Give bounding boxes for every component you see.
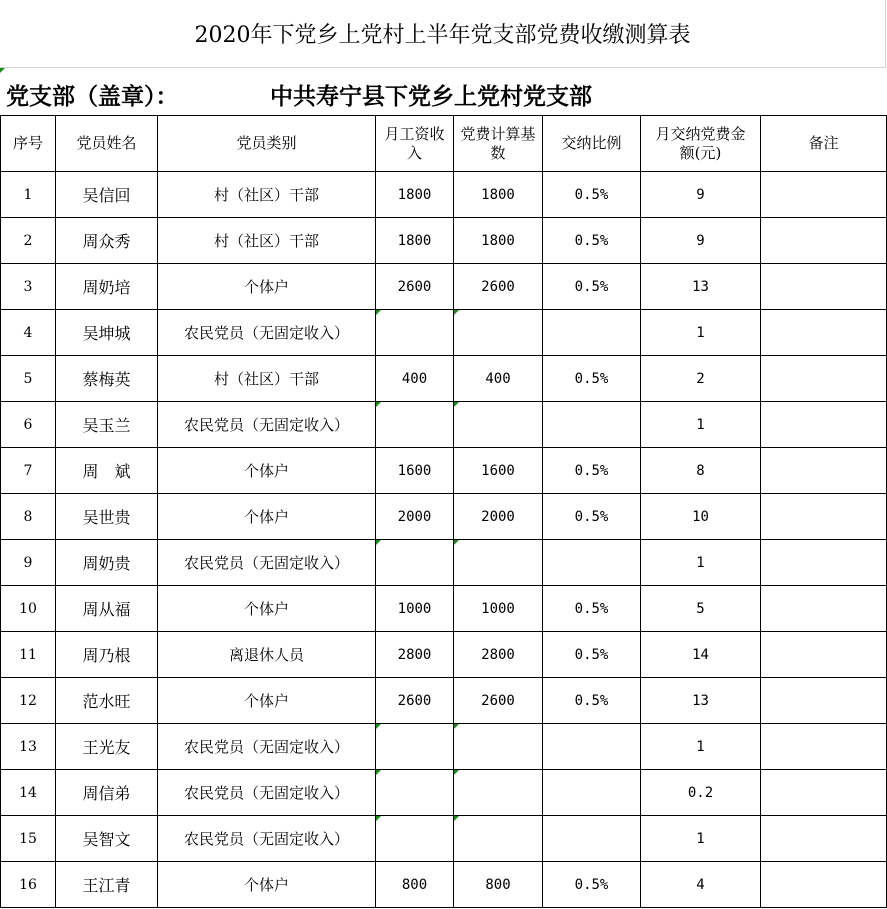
cell-marker-icon (454, 402, 459, 407)
col-header-ratio: 交纳比例 (543, 116, 641, 172)
cell-name[interactable]: 周从福 (56, 586, 158, 632)
table-row (1, 770, 887, 816)
table-row (1, 218, 887, 264)
cell-fee[interactable]: 2 (641, 356, 761, 402)
cell-income[interactable]: 2600 (376, 678, 454, 724)
cell-fee[interactable]: 1 (641, 816, 761, 862)
cell-no[interactable]: 12 (1, 678, 56, 724)
cell-ratio[interactable]: 0.5% (543, 632, 641, 678)
cell-income[interactable] (376, 724, 454, 770)
cell-name[interactable]: 周 斌 (56, 448, 158, 494)
cell-fee[interactable]: 9 (641, 218, 761, 264)
table-row (1, 264, 887, 310)
cell-marker-icon (376, 724, 381, 729)
cell-note[interactable] (761, 540, 887, 586)
table-row (1, 494, 887, 540)
cell-fee[interactable]: 1 (641, 402, 761, 448)
cell-name[interactable]: 周奶培 (56, 264, 158, 310)
cell-note[interactable] (761, 862, 887, 908)
cell-fee[interactable]: 1 (641, 540, 761, 586)
table-body (1, 172, 887, 908)
branch-label: 党支部（盖章）： (6, 83, 179, 110)
cell-fee[interactable]: 4 (641, 862, 761, 908)
cell-ratio[interactable] (543, 402, 641, 448)
cell-base[interactable]: 1800 (454, 218, 543, 264)
cell-no[interactable]: 9 (1, 540, 56, 586)
cell-category[interactable]: 农民党员（无固定收入） (158, 816, 376, 862)
cell-name[interactable]: 吴坤城 (56, 310, 158, 356)
cell-ratio[interactable] (543, 540, 641, 586)
cell-category[interactable]: 农民党员（无固定收入） (158, 310, 376, 356)
cell-income[interactable]: 1800 (376, 218, 454, 264)
cell-category[interactable]: 村（社区）干部 (158, 218, 376, 264)
cell-category[interactable]: 农民党员（无固定收入） (158, 770, 376, 816)
cell-income[interactable]: 400 (376, 356, 454, 402)
cell-no[interactable]: 7 (1, 448, 56, 494)
cell-category[interactable]: 农民党员（无固定收入） (158, 540, 376, 586)
table-row (1, 540, 887, 586)
cell-no[interactable]: 4 (1, 310, 56, 356)
col-header-income-text: 月工资收入 (384, 124, 445, 162)
cell-fee[interactable]: 14 (641, 632, 761, 678)
fee-table (0, 115, 887, 908)
cell-note[interactable] (761, 356, 887, 402)
cell-ratio[interactable] (543, 816, 641, 862)
cell-ratio[interactable]: 0.5% (543, 356, 641, 402)
cell-base[interactable]: 800 (454, 862, 543, 908)
cell-note[interactable] (761, 586, 887, 632)
cell-note[interactable] (761, 218, 887, 264)
cell-name[interactable]: 范水旺 (56, 678, 158, 724)
cell-no[interactable]: 16 (1, 862, 56, 908)
cell-marker-icon (376, 816, 381, 821)
cell-note[interactable] (761, 448, 887, 494)
cell-marker-icon (454, 816, 459, 821)
cell-base[interactable] (454, 402, 543, 448)
cell-ratio[interactable]: 0.5% (543, 172, 641, 218)
sheet-title (0, 0, 886, 68)
col-header-name: 党员姓名 (56, 116, 158, 172)
cell-note[interactable] (761, 172, 887, 218)
cell-income[interactable] (376, 402, 454, 448)
cell-base[interactable] (454, 816, 543, 862)
cell-ratio[interactable] (543, 310, 641, 356)
col-header-no: 序号 (1, 116, 56, 172)
cell-no[interactable]: 14 (1, 770, 56, 816)
cell-name[interactable]: 王光友 (56, 724, 158, 770)
cell-income[interactable] (376, 770, 454, 816)
cell-category[interactable]: 个体户 (158, 586, 376, 632)
cell-base[interactable]: 2600 (454, 264, 543, 310)
cell-income[interactable]: 800 (376, 862, 454, 908)
cell-ratio[interactable]: 0.5% (543, 678, 641, 724)
cell-category[interactable]: 离退休人员 (158, 632, 376, 678)
cell-name[interactable]: 吴玉兰 (56, 402, 158, 448)
cell-name[interactable]: 周乃根 (56, 632, 158, 678)
cell-fee[interactable]: 0.2 (641, 770, 761, 816)
cell-category[interactable]: 村（社区）干部 (158, 356, 376, 402)
cell-base[interactable]: 400 (454, 356, 543, 402)
cell-name[interactable]: 蔡梅英 (56, 356, 158, 402)
cell-income[interactable] (376, 310, 454, 356)
cell-fee[interactable]: 8 (641, 448, 761, 494)
table-row (1, 172, 887, 218)
col-header-base-text: 党费计算基数 (460, 124, 536, 162)
cell-income[interactable]: 1000 (376, 586, 454, 632)
col-header-category: 党员类别 (158, 116, 376, 172)
cell-category[interactable]: 个体户 (158, 448, 376, 494)
cell-marker-icon (454, 310, 459, 315)
col-header-note: 备注 (761, 116, 887, 172)
cell-category[interactable]: 个体户 (158, 264, 376, 310)
cell-ratio[interactable]: 0.5% (543, 494, 641, 540)
cell-name[interactable]: 周信弟 (56, 770, 158, 816)
cell-note[interactable] (761, 402, 887, 448)
cell-marker-icon (454, 770, 459, 775)
cell-ratio[interactable] (543, 770, 641, 816)
table-row (1, 310, 887, 356)
cell-name[interactable]: 周众秀 (56, 218, 158, 264)
cell-base[interactable] (454, 770, 543, 816)
table-row (1, 402, 887, 448)
cell-no[interactable]: 10 (1, 586, 56, 632)
cell-no[interactable]: 2 (1, 218, 56, 264)
cell-base[interactable] (454, 724, 543, 770)
cell-no[interactable]: 11 (1, 632, 56, 678)
cell-ratio[interactable]: 0.5% (543, 448, 641, 494)
cell-note[interactable] (761, 494, 887, 540)
cell-marker-icon (454, 540, 459, 545)
cell-no[interactable]: 1 (1, 172, 56, 218)
cell-no[interactable]: 6 (1, 402, 56, 448)
col-header-base (454, 116, 543, 172)
cell-base[interactable]: 2000 (454, 494, 543, 540)
cell-income[interactable]: 1800 (376, 172, 454, 218)
cell-fee[interactable]: 1 (641, 310, 761, 356)
cell-fee[interactable]: 9 (641, 172, 761, 218)
cell-no[interactable]: 13 (1, 724, 56, 770)
cell-note[interactable] (761, 770, 887, 816)
table-row (1, 678, 887, 724)
table-row (1, 862, 887, 908)
cell-marker-icon (454, 724, 459, 729)
cell-income[interactable]: 2600 (376, 264, 454, 310)
cell-base[interactable]: 2800 (454, 632, 543, 678)
cell-no[interactable]: 5 (1, 356, 56, 402)
cell-category[interactable]: 农民党员（无固定收入） (158, 724, 376, 770)
cell-note[interactable] (761, 264, 887, 310)
cell-fee[interactable]: 13 (641, 264, 761, 310)
cell-fee[interactable]: 1 (641, 724, 761, 770)
cell-marker-icon (376, 770, 381, 775)
cell-note[interactable] (761, 678, 887, 724)
branch-row (0, 68, 887, 115)
branch-name: 中共寿宁县下党乡上党村党支部 (270, 83, 592, 110)
cell-base[interactable]: 1000 (454, 586, 543, 632)
table-row (1, 586, 887, 632)
cell-note[interactable] (761, 632, 887, 678)
cell-category[interactable]: 个体户 (158, 678, 376, 724)
cell-note[interactable] (761, 724, 887, 770)
cell-note[interactable] (761, 310, 887, 356)
cell-marker-icon (376, 402, 381, 407)
table-row (1, 448, 887, 494)
cell-name[interactable]: 王江青 (56, 862, 158, 908)
cell-base[interactable] (454, 310, 543, 356)
cell-income[interactable] (376, 816, 454, 862)
cell-category[interactable]: 个体户 (158, 862, 376, 908)
cell-income[interactable]: 1600 (376, 448, 454, 494)
cell-base[interactable]: 1800 (454, 172, 543, 218)
cell-ratio[interactable]: 0.5% (543, 862, 641, 908)
table-row (1, 632, 887, 678)
cell-category[interactable]: 村（社区）干部 (158, 172, 376, 218)
table-row (1, 356, 887, 402)
table-row (1, 816, 887, 862)
cell-name[interactable]: 吴世贵 (56, 494, 158, 540)
cell-income[interactable]: 2800 (376, 632, 454, 678)
cell-no[interactable]: 8 (1, 494, 56, 540)
cell-marker-icon (376, 540, 381, 545)
cell-no[interactable]: 3 (1, 264, 56, 310)
col-header-fee (641, 116, 761, 172)
cell-marker-icon (0, 68, 5, 73)
cell-category[interactable]: 个体户 (158, 494, 376, 540)
cell-fee[interactable]: 5 (641, 586, 761, 632)
cell-income[interactable]: 2000 (376, 494, 454, 540)
cell-name[interactable]: 吴智文 (56, 816, 158, 862)
cell-income[interactable] (376, 540, 454, 586)
cell-ratio[interactable]: 0.5% (543, 218, 641, 264)
cell-name[interactable]: 吴信回 (56, 172, 158, 218)
cell-name[interactable]: 周奶贵 (56, 540, 158, 586)
cell-fee[interactable]: 10 (641, 494, 761, 540)
table-header-row (1, 116, 887, 172)
col-header-fee-text: 月交纳党费金额(元) (655, 124, 746, 162)
cell-note[interactable] (761, 816, 887, 862)
cell-ratio[interactable]: 0.5% (543, 264, 641, 310)
cell-base[interactable]: 1600 (454, 448, 543, 494)
cell-category[interactable]: 农民党员（无固定收入） (158, 402, 376, 448)
table-row (1, 724, 887, 770)
cell-ratio[interactable]: 0.5% (543, 586, 641, 632)
sheet-title-text: 2020年下党乡上党村上半年党支部党费收缴测算表 (194, 23, 691, 48)
col-header-income (376, 116, 454, 172)
cell-base[interactable] (454, 540, 543, 586)
cell-fee[interactable]: 13 (641, 678, 761, 724)
cell-no[interactable]: 15 (1, 816, 56, 862)
cell-base[interactable]: 2600 (454, 678, 543, 724)
cell-marker-icon (376, 310, 381, 315)
cell-ratio[interactable] (543, 724, 641, 770)
